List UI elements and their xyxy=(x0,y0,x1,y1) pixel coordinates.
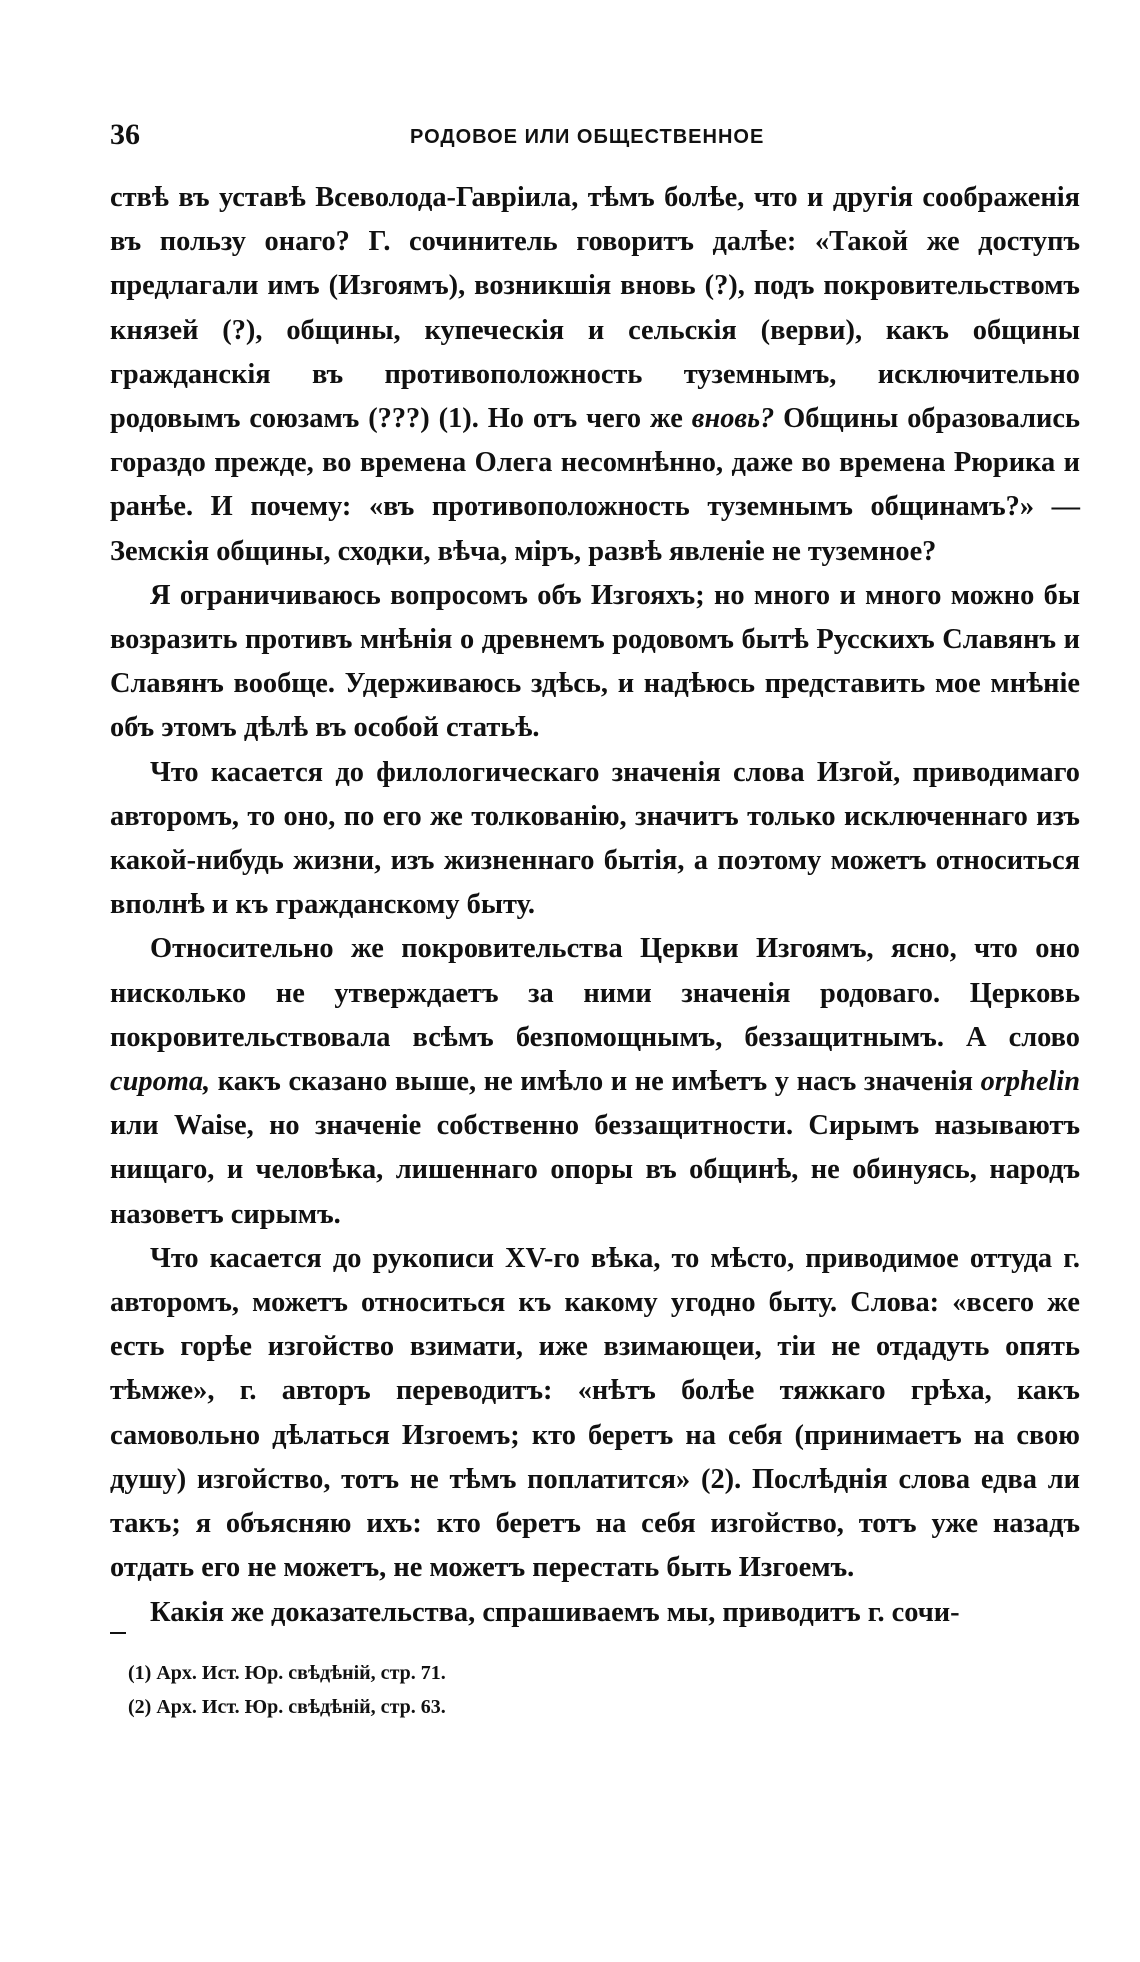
page-number: 36 xyxy=(110,118,140,151)
paragraph-text: или Waise, но значенiе собственно беззащитности. Сирымъ называютъ нищаго, и человѣка, лишеннаго опоры въ общинѣ, не обинуясь, народъ назоветъ сирымъ. xyxy=(110,1110,1080,1230)
paragraph xyxy=(110,574,1080,751)
paragraph-text: Общины образовались гораздо прежде, во времена Олега несомнѣнно, даже во времена Рюрика и ранѣе. И почему: «въ противоположность туземнымъ общинамъ?» — Земскiя общины, сходки, вѣча, мiръ, развѣ явленiе не туземное? xyxy=(110,403,1080,567)
paragraph-text: Какiя же доказательства, спрашиваемъ мы, приводитъ г. сочи- xyxy=(150,1596,960,1628)
paragraph xyxy=(110,927,1080,1236)
paragraph-text: ствѣ въ уставѣ Всеволода-Гаврiила, тѣмъ болѣе, что и другiя соображенiя въ пользу онаго? Г. сочинитель говоритъ далѣе: «Такой же доступъ предлагали имъ (Изгоямъ), возникшiя вновь (?), подъ покровительствомъ князей (?), общины, купеческiя и сельскiя (верви), какъ общины гражданскiя въ противоположность туземнымъ, исключительно родовымъ союзамъ (???) (1). Но отъ чего же xyxy=(110,182,1080,435)
running-head: РОДОВОЕ ИЛИ ОБЩЕСТВЕННОЕ xyxy=(410,126,765,148)
italic-text: orphelin xyxy=(980,1066,1080,1098)
paragraph-text: Относительно же покровительства Церкви Изгоямъ, ясно, что оно нисколько не утверждаетъ за ними значенiя родоваго. Церковь покровительствовала всѣмъ безпомощнымъ, беззащитнымъ. А слово xyxy=(110,933,1080,1053)
body-text xyxy=(110,176,1080,1635)
paragraph xyxy=(110,1237,1080,1591)
footnote: (1) Арх. Ист. Юр. свѣдѣнiй, стр. 71. xyxy=(128,1662,446,1684)
italic-text: вновь? xyxy=(691,403,775,435)
paragraph-text: какъ сказано выше, не имѣло и не имѣетъ у насъ значенiя xyxy=(210,1066,981,1098)
footnotes xyxy=(128,1656,1028,1724)
footnote-divider xyxy=(110,1632,126,1634)
paragraph-text: Что касается до филологическаго значенiя слова Изгой, приводимаго авторомъ, то оно, по его же толкованiю, значитъ только исключеннаго изъ какой-нибудь жизни, изъ жизненнаго бытiя, а поэтому можетъ относиться вполнѣ и къ гражданскому быту. xyxy=(110,756,1080,921)
paragraph xyxy=(110,1591,1080,1635)
paragraph-text: Я ограничиваюсь вопросомъ объ Изгояхъ; но много и много можно бы возразить противъ мнѣнiя о древнемъ родовомъ бытѣ Русскихъ Славянъ и Славянъ вообще. Удерживаюсь здѣсь, и надѣюсь представить мое мнѣнiе объ этомъ дѣлѣ въ особой статьѣ. xyxy=(110,579,1080,744)
paragraph-text: Что касается до рукописи XV-го вѣка, то мѣсто, приводимое оттуда г. авторомъ, можетъ относиться къ какому угодно быту. Слова: «всего же есть горѣе изгойство взимати, иже взимающеи, тiи не отдадуть опять тѣмже», г. авторъ переводитъ: «нѣтъ болѣе тяжкаго грѣха, какъ самовольно дѣлаться Изгоемъ; кто беретъ на себя (принимаетъ на свою душу) изгойство, тотъ не тѣмъ поплатится» (2). Послѣднiя слова едва ли такъ; я объясняю ихъ: кто беретъ на себя изгойство, тотъ уже назадъ отдать его не можетъ, не можетъ перестать быть Изгоемъ. xyxy=(110,1242,1080,1584)
footnote: (2) Арх. Ист. Юр. свѣдѣнiй, стр. 63. xyxy=(128,1696,446,1718)
italic-text: сирота, xyxy=(110,1066,211,1098)
paragraph xyxy=(110,751,1080,928)
page-header xyxy=(110,118,1080,158)
paragraph xyxy=(110,176,1080,574)
